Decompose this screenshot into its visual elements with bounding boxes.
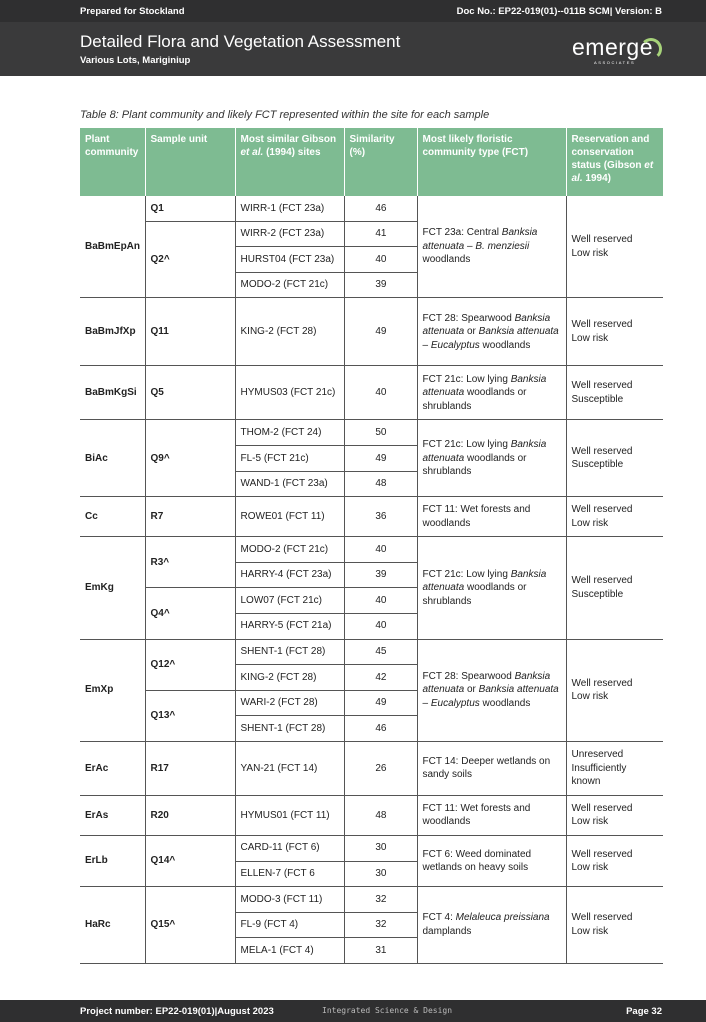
similarity-cell: 32 [344,887,417,913]
similarity-cell: 40 [344,247,417,273]
similar-site-cell: FL-5 (FCT 21c) [235,445,344,471]
sample-unit-cell: R17 [145,741,235,795]
similar-site-cell: MODO-2 (FCT 21c) [235,272,344,298]
similarity-cell: 39 [344,562,417,588]
fct-cell: FCT 14: Deeper wetlands on sandy soils [417,741,566,795]
plant-community-cell: HaRc [80,887,145,964]
table-row [80,497,663,537]
page-number: Page 32 [626,1006,662,1017]
similarity-cell: 40 [344,366,417,420]
similarity-cell: 36 [344,497,417,537]
table-row [80,795,663,835]
similarity-cell: 41 [344,221,417,247]
similarity-cell: 49 [344,445,417,471]
header-similar-sites: Most similar Gibson et al. (1994) sites [235,128,344,196]
header-similarity: Similarity (%) [344,128,417,196]
header-fct: Most likely floristic community type (FCT) [417,128,566,196]
similar-site-cell: HARRY-5 (FCT 21a) [235,613,344,639]
logo-wordmark: emerge [572,34,653,60]
project-number: Project number: EP22-019(01)|August 2023 [80,1006,274,1017]
fct-cell: FCT 28: Spearwood Banksia attenuata or Banksia attenuata – Eucalyptus woodlands [417,639,566,741]
similar-site-cell: SHENT-1 (FCT 28) [235,716,344,742]
fct-cell: FCT 28: Spearwood Banksia attenuata or Banksia attenuata – Eucalyptus woodlands [417,298,566,366]
document-title: Detailed Flora and Vegetation Assessment [80,32,401,51]
doc-number: Doc No.: EP22-019(01)--011B SCM| Version: B [456,6,662,17]
similarity-cell: 32 [344,912,417,938]
fct-cell: FCT 21c: Low lying Banksia attenuata woodlands or shrublands [417,366,566,420]
sample-unit-cell: Q12^ [145,639,235,690]
plant-community-cell: BaBmJfXp [80,298,145,366]
similar-site-cell: KING-2 (FCT 28) [235,665,344,691]
fct-table [80,128,663,964]
similar-site-cell: THOM-2 (FCT 24) [235,420,344,446]
table-row [80,298,663,366]
header-sample-unit: Sample unit [145,128,235,196]
footer-tagline: Integrated Science & Design [322,1006,453,1015]
document-subtitle: Various Lots, Mariginiup [80,55,191,66]
similar-site-cell: CARD-11 (FCT 6) [235,835,344,861]
similarity-cell: 48 [344,471,417,497]
similar-site-cell: MODO-2 (FCT 21c) [235,537,344,563]
similarity-cell: 46 [344,196,417,221]
plant-community-cell: EmXp [80,639,145,741]
logo-small-text: ASSOCIATES [594,60,636,65]
similarity-cell: 26 [344,741,417,795]
sample-unit-cell: Q5 [145,366,235,420]
plant-community-cell: ErAs [80,795,145,835]
table-body [80,196,663,963]
header [0,22,706,76]
logo-arc-icon [640,38,662,60]
footer [0,1000,706,1022]
reservation-status-cell: Well reserved Low risk [566,639,663,741]
similar-site-cell: HARRY-4 (FCT 23a) [235,562,344,588]
header-reservation: Reservation and conservation status (Gibson et al. 1994) [566,128,663,196]
similarity-cell: 40 [344,613,417,639]
fct-cell: FCT 11: Wet forests and woodlands [417,795,566,835]
sample-unit-cell: Q14^ [145,835,235,886]
plant-community-cell: EmKg [80,537,145,639]
similarity-cell: 30 [344,861,417,887]
table-row [80,420,663,446]
header-plant-community: Plant community [80,128,145,196]
reservation-status-cell: Well reserved Low risk [566,497,663,537]
sample-unit-cell: Q11 [145,298,235,366]
similar-site-cell: WAND-1 (FCT 23a) [235,471,344,497]
similarity-cell: 48 [344,795,417,835]
reservation-status-cell: Well reserved Low risk [566,835,663,886]
fct-cell: FCT 21c: Low lying Banksia attenuata woodlands or shrublands [417,420,566,497]
similar-site-cell: FL-9 (FCT 4) [235,912,344,938]
fct-cell: FCT 21c: Low lying Banksia attenuata woodlands or shrublands [417,537,566,639]
sample-unit-cell: Q15^ [145,887,235,964]
sample-unit-cell: Q1 [145,196,235,221]
similar-site-cell: LOW07 (FCT 21c) [235,588,344,614]
sample-unit-cell: Q2^ [145,221,235,298]
similar-site-cell: SHENT-1 (FCT 28) [235,639,344,665]
similar-site-cell: WIRR-2 (FCT 23a) [235,221,344,247]
reservation-status-cell: Well reserved Low risk [566,795,663,835]
similar-site-cell: WIRR-1 (FCT 23a) [235,196,344,221]
similar-site-cell: MELA-1 (FCT 4) [235,938,344,964]
similarity-cell: 42 [344,665,417,691]
table-row [80,741,663,795]
sample-unit-cell: Q13^ [145,690,235,741]
reservation-status-cell: Well reserved Susceptible [566,537,663,639]
similar-site-cell: YAN-21 (FCT 14) [235,741,344,795]
similarity-cell: 45 [344,639,417,665]
sample-unit-cell: R3^ [145,537,235,588]
similarity-cell: 39 [344,272,417,298]
similar-site-cell: ELLEN-7 (FCT 6 [235,861,344,887]
plant-community-cell: BaBmKgSi [80,366,145,420]
fct-cell: FCT 11: Wet forests and woodlands [417,497,566,537]
emerge-logo [572,34,662,68]
fct-cell: FCT 23a: Central Banksia attenuata – B. menziesii woodlands [417,196,566,298]
reservation-status-cell: Well reserved Low risk [566,196,663,298]
similar-site-cell: HURST04 (FCT 23a) [235,247,344,273]
similar-site-cell: ROWE01 (FCT 11) [235,497,344,537]
reservation-status-cell: Unreserved Insufficiently known [566,741,663,795]
fct-cell: FCT 6: Weed dominated wetlands on heavy soils [417,835,566,886]
similarity-cell: 49 [344,690,417,716]
table-caption: Table 8: Plant community and likely FCT represented within the site for each sample [80,109,490,121]
table-row [80,537,663,563]
reservation-status-cell: Well reserved Susceptible [566,420,663,497]
top-bar [0,0,706,22]
plant-community-cell: Cc [80,497,145,537]
sample-unit-cell: R7 [145,497,235,537]
similar-site-cell: MODO-3 (FCT 11) [235,887,344,913]
prepared-for: Prepared for Stockland [80,6,185,17]
plant-community-cell: ErLb [80,835,145,886]
plant-community-cell: BiAc [80,420,145,497]
similarity-cell: 31 [344,938,417,964]
similar-site-cell: WARI-2 (FCT 28) [235,690,344,716]
plant-community-cell: ErAc [80,741,145,795]
similar-site-cell: KING-2 (FCT 28) [235,298,344,366]
reservation-status-cell: Well reserved Low risk [566,298,663,366]
similarity-cell: 46 [344,716,417,742]
table-row [80,887,663,913]
table-header-row [80,128,663,196]
similar-site-cell: HYMUS01 (FCT 11) [235,795,344,835]
similarity-cell: 49 [344,298,417,366]
reservation-status-cell: Well reserved Low risk [566,887,663,964]
similarity-cell: 30 [344,835,417,861]
plant-community-cell: BaBmEpAn [80,196,145,298]
sample-unit-cell: R20 [145,795,235,835]
sample-unit-cell: Q9^ [145,420,235,497]
sample-unit-cell: Q4^ [145,588,235,639]
similarity-cell: 40 [344,588,417,614]
fct-cell: FCT 4: Melaleuca preissiana damplands [417,887,566,964]
table-row [80,639,663,665]
table-row [80,835,663,861]
reservation-status-cell: Well reserved Susceptible [566,366,663,420]
table-row [80,196,663,221]
table-row [80,366,663,420]
similar-site-cell: HYMUS03 (FCT 21c) [235,366,344,420]
similarity-cell: 40 [344,537,417,563]
similarity-cell: 50 [344,420,417,446]
